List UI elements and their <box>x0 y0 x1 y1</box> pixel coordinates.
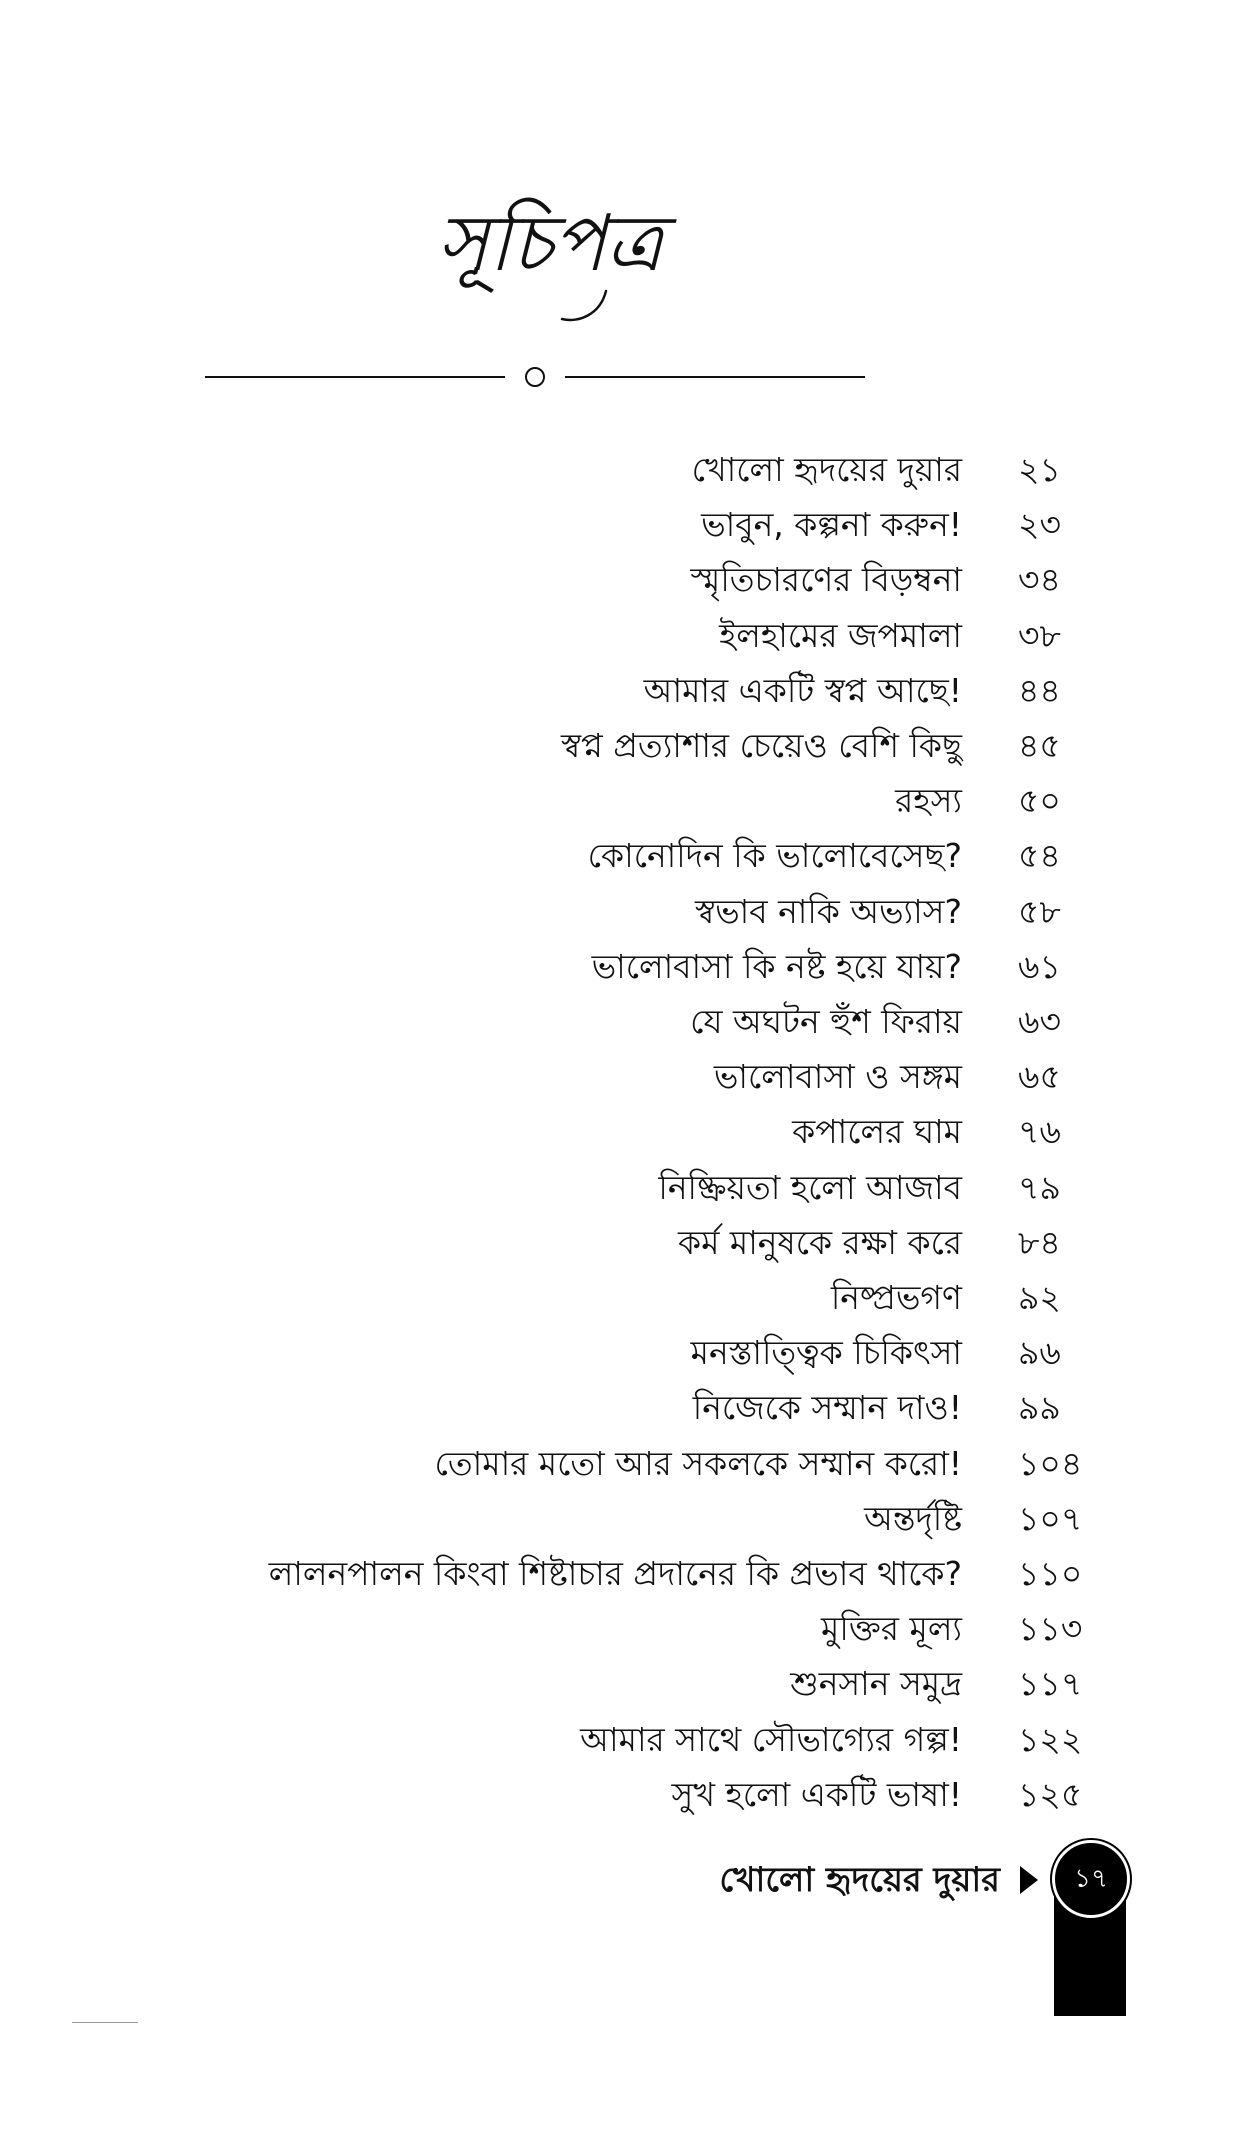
toc-entry-page-number: ১১০ <box>1018 1554 1083 1593</box>
toc-entry-title: মুক্তির মূল্য <box>821 1609 962 1649</box>
toc-entry-page-number: ২৩ <box>1018 505 1061 545</box>
toc-entry-page-number: ৫৮ <box>1018 891 1061 931</box>
toc-entry-page-number: ৫০ <box>1018 781 1061 821</box>
toc-entry-title: ভাবুন, কল্পনা করুন! <box>701 505 962 545</box>
toc-entry <box>0 1270 1240 1325</box>
toc-entry-title: মনস্তাত্ত্বিক চিকিৎসা <box>690 1333 962 1373</box>
corner-rule <box>72 2022 138 2023</box>
toc-entry <box>0 884 1240 939</box>
toc-entry-page-number: ৯২ <box>1018 1278 1061 1317</box>
toc-entry <box>0 497 1240 552</box>
toc-entry-page-number: ১২৫ <box>1018 1774 1083 1814</box>
toc-entry-page-number: ৬১ <box>1018 946 1061 986</box>
footer-book-title: খোলো হৃদয়ের দুয়ার <box>719 1860 1000 1900</box>
toc-entry-page-number: ৩৮ <box>1018 615 1061 655</box>
toc-entry-title: ভালোবাসা কি নষ্ট হয়ে যায়? <box>591 946 962 986</box>
toc-entry-page-number: ২১ <box>1018 450 1061 489</box>
title-swash-ornament <box>560 285 610 325</box>
toc-entry-page-number: ৯৬ <box>1018 1333 1061 1373</box>
page-title: সূচিপত্র <box>436 199 664 289</box>
toc-entry <box>0 1160 1240 1215</box>
toc-entry <box>0 773 1240 828</box>
toc-entry-page-number: ১২২ <box>1018 1719 1083 1759</box>
toc-entry-title: যে অঘটন হুঁশ ফিরায় <box>690 1002 962 1041</box>
toc-entry-title: স্বপ্ন প্রত্যাশার চেয়েও বেশি কিছু <box>561 726 962 765</box>
toc-entry-page-number: ৪৪ <box>1018 670 1061 710</box>
toc-entry-title: নিজেকে সম্মান দাও! <box>692 1388 962 1428</box>
toc-entry-page-number: ১১৭ <box>1018 1664 1083 1704</box>
toc-entry-title: নিষ্ক্রিয়তা হলো আজাব <box>658 1167 962 1207</box>
toc-entry-page-number: ৪৫ <box>1018 726 1061 765</box>
toc-entry <box>0 1767 1240 1822</box>
toc-entry-title: তোমার মতো আর সকলকে সম্মান করো! <box>434 1443 962 1483</box>
toc-entry <box>0 552 1240 607</box>
toc-entry-page-number: ৯৯ <box>1018 1388 1061 1428</box>
toc-entry <box>0 1601 1240 1656</box>
toc-entry <box>0 994 1240 1049</box>
triangle-right-icon <box>1020 1866 1038 1894</box>
toc-entry <box>0 828 1240 883</box>
toc-entry-title: রহস্য <box>895 781 962 821</box>
page-number-badge: ১৭ <box>1052 1840 1130 1918</box>
toc-entry <box>0 1380 1240 1435</box>
toc-entry <box>0 1215 1240 1270</box>
toc-entry-title: আমার সাথে সৌভাগ্যের গল্প! <box>580 1719 962 1759</box>
toc-entry <box>0 939 1240 994</box>
toc-entry-page-number: ৬৫ <box>1018 1057 1061 1097</box>
toc-entry-page-number: ১০৭ <box>1018 1498 1083 1538</box>
toc-entry-page-number: ৫৪ <box>1018 836 1061 876</box>
toc-entry-title: অন্তর্দৃষ্টি <box>864 1498 962 1538</box>
toc-entry <box>0 718 1240 773</box>
toc-entry-title: নিষ্প্রভগণ <box>830 1278 962 1317</box>
toc-entry-page-number: ৮৪ <box>1018 1222 1061 1262</box>
toc-entry-title: কোনোদিন কি ভালোবেসেছ? <box>587 836 962 876</box>
toc-entry-page-number: ৩৪ <box>1018 560 1061 600</box>
toc-entry-page-number: ১১৩ <box>1018 1609 1083 1649</box>
toc-entry <box>0 1491 1240 1546</box>
toc-entry <box>0 1436 1240 1491</box>
toc-entry <box>0 608 1240 663</box>
toc-entry-title: কপালের ঘাম <box>792 1112 962 1152</box>
title-divider-ornament <box>205 365 865 389</box>
toc-entry-title: আমার একটি স্বপ্ন আছে! <box>643 670 962 710</box>
toc-entry-title: সুখ হলো একটি ভাষা! <box>671 1774 962 1814</box>
toc-entry <box>0 1656 1240 1711</box>
toc-entry <box>0 1546 1240 1601</box>
toc-entry <box>0 442 1240 497</box>
toc-entry-title: কর্ম মানুষকে রক্ষা করে <box>678 1222 962 1262</box>
toc-entry-title: শুনসান সমুদ্র <box>790 1664 962 1704</box>
toc-entry <box>0 1104 1240 1159</box>
toc-entry-page-number: ৬৩ <box>1018 1002 1061 1041</box>
toc-entry-title: ভালোবাসা ও সঙ্গম <box>713 1057 962 1097</box>
toc-entry <box>0 1049 1240 1104</box>
toc-entry <box>0 1712 1240 1767</box>
toc-entry-title: খোলো হৃদয়ের দুয়ার <box>691 450 962 489</box>
toc-entry-title: স্বভাব নাকি অভ্যাস? <box>694 891 962 931</box>
toc-entry-page-number: ৭৯ <box>1018 1167 1061 1207</box>
toc-entry-page-number: ১০৪ <box>1018 1443 1083 1483</box>
toc-entry-title: স্মৃতিচারণের বিড়ম্বনা <box>690 560 962 600</box>
toc-entry-page-number: ৭৬ <box>1018 1112 1061 1152</box>
toc-entry-title: লালনপালন কিংবা শিষ্টাচার প্রদানের কি প্রভাব থাকে? <box>268 1554 962 1593</box>
toc-entry-title: ইলহামের জপমালা <box>719 615 962 655</box>
toc-entry <box>0 663 1240 718</box>
toc-entry <box>0 1325 1240 1380</box>
